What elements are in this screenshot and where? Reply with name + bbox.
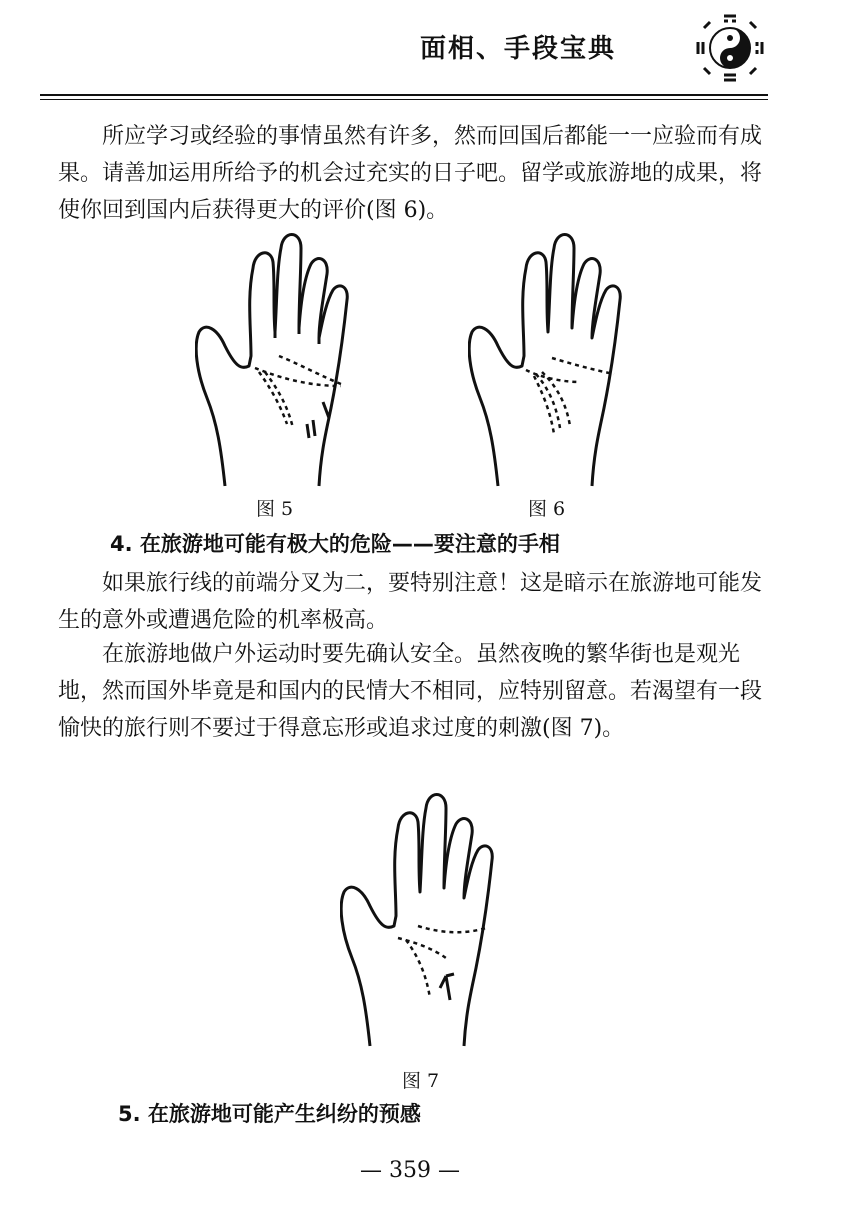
figure-5-caption: 图 5 xyxy=(256,498,294,520)
section-5-heading: 5. 在旅游地可能产生纠纷的预感 xyxy=(118,1102,421,1126)
section-4-paragraph-1: 如果旅行线的前端分叉为二，要特别注意！这是暗示在旅游地可能发生的意外或遭遇危险的机率极高。 xyxy=(58,571,763,633)
figure-7-caption: 图 7 xyxy=(402,1070,440,1092)
figure-6-caption: 图 6 xyxy=(528,498,566,520)
figure-5-palm xyxy=(195,228,365,490)
page-number: — 359 — xyxy=(360,1158,460,1183)
section-4-heading: 4. 在旅游地可能有极大的危险——要注意的手相 xyxy=(110,532,560,556)
figure-7-palm xyxy=(340,788,510,1050)
header-rule xyxy=(40,94,768,96)
paragraph-1: 所应学习或经验的事情虽然有许多，然而回国后都能一一应验而有成果。请善加运用所给予的机会过充实的日子吧。留学或旅游地的成果，将使你回到国内后获得更大的评价(图 6)。 xyxy=(58,124,763,223)
header-rule-thin xyxy=(40,99,768,100)
running-header-title: 面相、手段宝典 xyxy=(420,34,617,64)
section-4-paragraph-2: 在旅游地做户外运动时要先确认安全。虽然夜晚的繁华街也是观光地，然而国外毕竟是和国内的民情大不相同，应特别留意。若渴望有一段愉快的旅行则不要过于得意忘形或追求过度的刺激(图 7)。 xyxy=(58,642,763,741)
figure-6-palm xyxy=(468,228,638,490)
yin-yang-bagua-icon xyxy=(690,8,770,88)
